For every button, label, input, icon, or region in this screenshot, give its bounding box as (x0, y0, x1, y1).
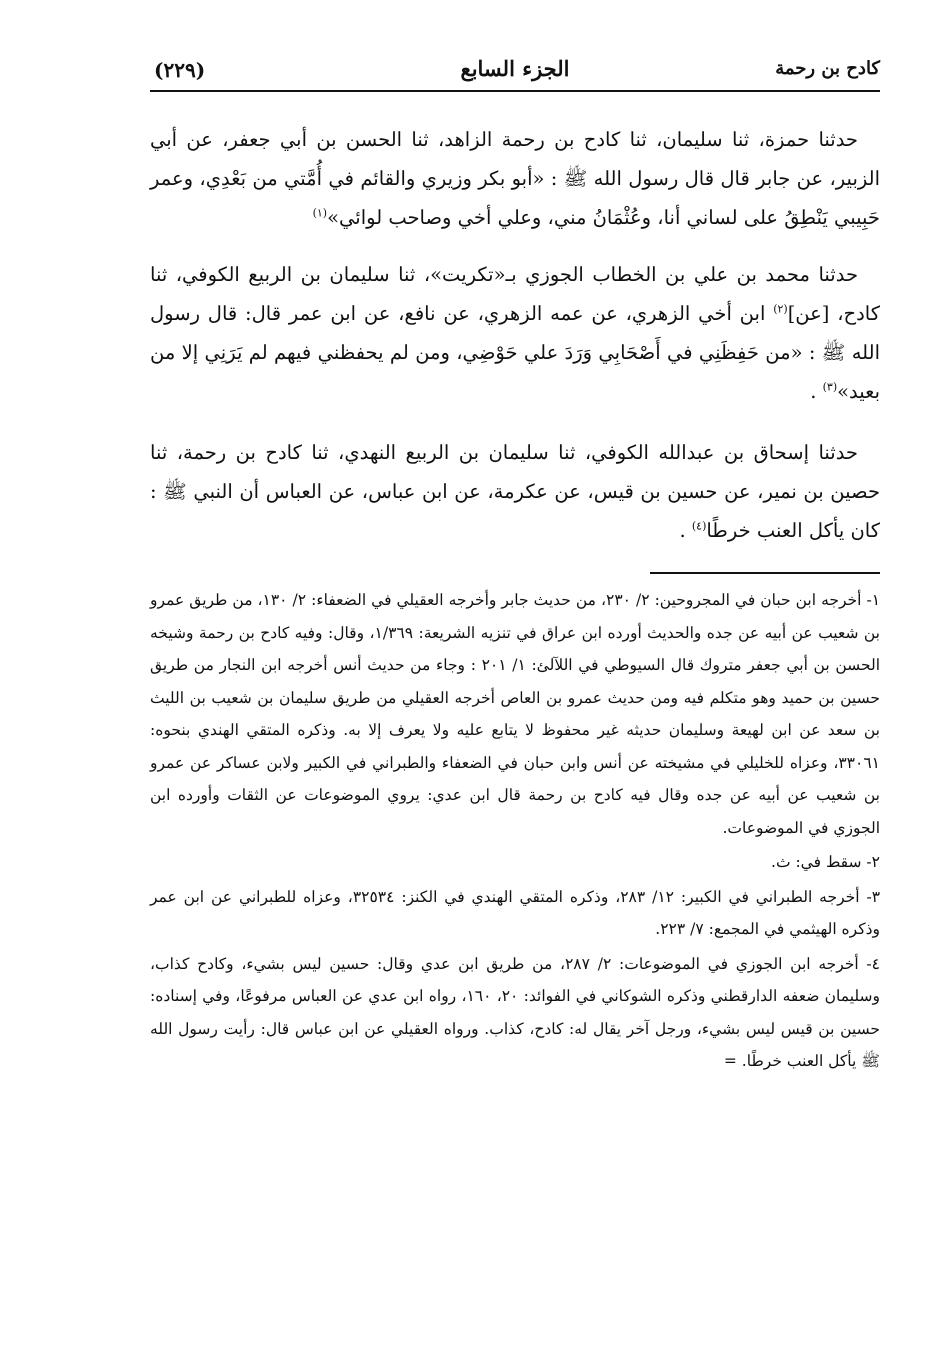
footnote-ref-1: (١) (312, 206, 328, 220)
footnote-1: ١- أخرجه ابن حبان في المجروحين: ٢/ ٢٣٠، من حديث جابر وأخرجه العقيلي في الضعفاء: ٢/ ١٣٠، من طريق عمرو بن شعيب عن أبيه عن جده والحديث أورده ابن عراق في تنزيه الشريعة: ١/٣٦٩، وقال: وفيه كادح بن رحمة وشيخه الحسن بن أبي جعفر متروك قال السيوطي في اللآلئ: ١/ ٢٠١ : وجاء من حديث أنس أخرجه ابن النجار من طريق حسين بن حميد وهو متكلم فيه ومن حديث عمرو بن العاص أخرجه العقيلي من طريق سليمان بن شعيب بن الليث بن سعد عن ابن لهيعة وسليمان حديثه غير محفوظ لا يتابع عليه ولا يعرف إلا به. وذكره المتقي الهندي بنحوه: ٣٣٠٦١، وعزاه للخليلي في مشيخته عن أنس وابن حبان في الضعفاء والطبراني في الكبير ولابن عساكر عن عمرو بن شعيب عن أبيه عن جده وقال فيه كادح بن رحمة قال ابن عدي: يروي الموضوعات عن الثقات وأورده ابن الجوزي في الموضوعات. (150, 591, 881, 837)
footnotes (150, 584, 880, 1078)
footnote-2: ٢- سقط في: ث. (771, 853, 880, 871)
document-page (150, 50, 880, 1080)
footnote-4: ٤- أخرجه ابن الجوزي في الموضوعات: ٢/ ٢٨٧، من طريق ابن عدي وقال: حسين ليس بشيء، وكادح كذاب، وسليمان ضعفه الدارقطني وذكره الشوكاني في الفوائد: ٢٠، ١٦٠، رواه ابن عدي عن العباس مرفوعًا، وفي إسناده: حسين بن قيس ليس بشيء، ورجل آخر يقال له: كادح، كذاب. ورواه العقيلي عن ابن عباس قال: رأيت رسول الله ﷺ يأكل العنب خرطًا. = (150, 954, 880, 1070)
footnote-ref-4: (٤) (691, 519, 707, 533)
footnote-divider (650, 572, 880, 574)
footnote-ref-2: (٢) (773, 302, 788, 316)
hadith-paragraph-1: حدثنا حمزة، ثنا سليمان، ثنا كادح بن رحمة الزاهد، ثنا الحسن بن أبي جعفر، عن أبي الزبير، عن جابر قال قال رسول الله ﷺ : «أبو بكر وزيري والقائم في أُمَّتي من بَعْدِي، وعمر حَبِيبي يَنْطِقُ على لساني أنا، وعُثْمَانُ مني، وعلي أخي وصاحب لوائي»$^{(١)}$ (150, 128, 880, 229)
page-header (150, 50, 880, 92)
volume-title: الجزء السابع (460, 56, 570, 81)
main-text (150, 120, 880, 550)
page-number: (٢٢٩) (154, 58, 206, 82)
entry-name: كادح بن رحمة (775, 58, 880, 79)
footnote-3: ٣- أخرجه الطبراني في الكبير: ١٢/ ٢٨٣، وذكره المتقي الهندي في الكنز: ٣٢٥٣٤، وعزاه للطبراني عن ابن عمر وذكره الهيثمي في المجمع: ٧/ ٢٢٣. (150, 887, 881, 938)
hadith-paragraph-3: حدثنا إسحاق بن عبدالله الكوفي، ثنا سليمان بن الربيع النهدي، ثنا كادح بن رحمة، ثنا حصين بن نمير، عن حسين بن قيس، عن عكرمة، عن ابن عباس، عن العباس أن النبي ﷺ : كان يأكل العنب خرطًا$^{(٤)}$ . (150, 441, 880, 542)
footnote-ref-3: (٣) (822, 380, 838, 394)
hadith-paragraph-2: حدثنا محمد بن علي بن الخطاب الجوزي بـ«تكريت»، ثنا سليمان بن الربيع الكوفي، ثنا كادح، [عن]$^{(٢)}$ ابن أخي الزهري، عن عمه الزهري، عن نافع، عن ابن عمر قال: قال رسول الله ﷺ : «من حَفِظَنِي في أَصْحَابِي وَرَدَ علي حَوْضِي، ومن لم يحفظني فيهم لم يَرَنِي إلا من بعيد»$^{(٣)}$ . (150, 263, 881, 403)
